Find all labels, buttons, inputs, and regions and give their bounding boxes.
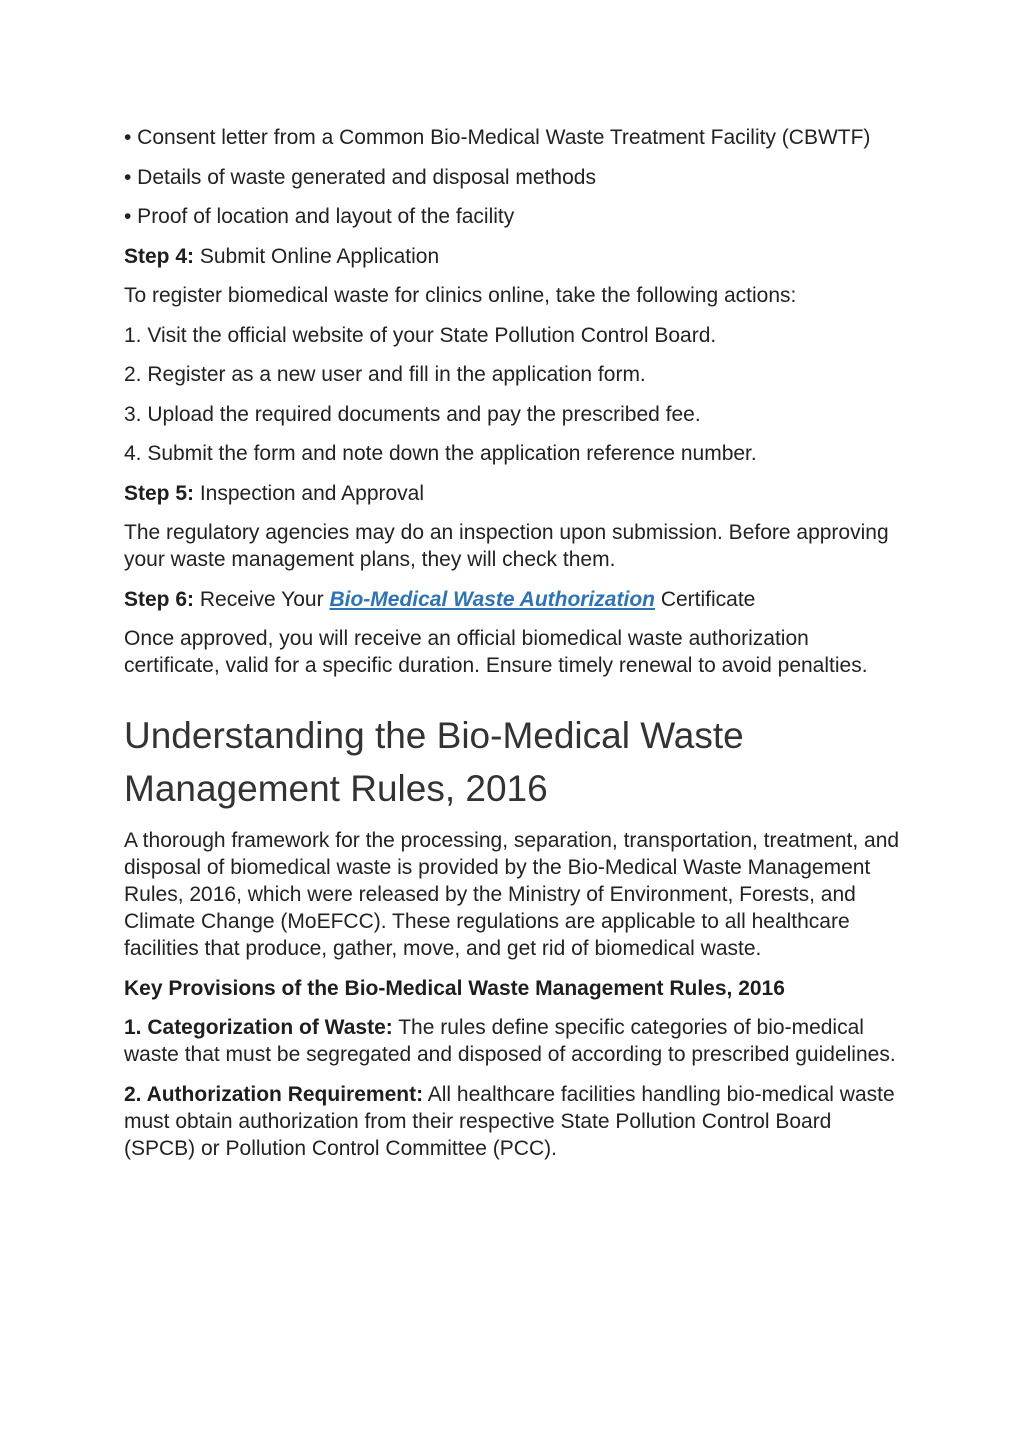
bullet-item: • Proof of location and layout of the facility [124, 205, 515, 228]
bullet-item: • Consent letter from a Common Bio-Medical Waste Treatment Facility (CBWTF) [124, 126, 871, 149]
step-5-text: The regulatory agencies may do an inspection upon submission. Before approving your waste management plans, they will check them. [124, 521, 889, 571]
step-label: Step 4: [124, 244, 195, 268]
section-heading: Understanding the Bio-Medical Waste Management Rules, 2016 [124, 715, 744, 809]
step-title-pre: Receive Your [194, 587, 330, 611]
bullet-item: • Details of waste generated and disposal methods [124, 165, 596, 189]
step-5-heading [124, 480, 904, 507]
list-item: 2. Register as a new user and fill in the application form. [124, 363, 646, 386]
step-6-heading [124, 586, 904, 613]
step-label: Step 6: [124, 587, 195, 611]
provision-label: 2. Authorization Requirement: [124, 1082, 424, 1106]
step-title: Submit Online Application [194, 244, 440, 268]
section-intro: A thorough framework for the processing, separation, transportation, treatment, and disposal of biomedical waste is provided by the Bio-Medical Waste Management Rules, 2016, which were released by the Ministry of Environment, Forests, and Climate Change (MoEFCC). These regulations are applicable to all healthcare facilities that produce, gather, move, and get rid of biomedical waste. [124, 829, 900, 960]
provisions-heading-text: Key Provisions of the Bio-Medical Waste Management Rules, 2016 [124, 976, 785, 1000]
list-item: 1. Visit the official website of your State Pollution Control Board. [124, 323, 717, 347]
provision-label: 1. Categorization of Waste: [124, 1016, 393, 1039]
provision-text: The rules define specific categories of bio-medical waste that must be segregated and disposed of according to prescribed guidelines. [124, 1016, 896, 1066]
step-title: Inspection and Approval [194, 481, 425, 505]
provision-text: All healthcare facilities handling bio-medical waste must obtain authorization from their respective State Pollution Control Board (SPCB) or Pollution Control Committee (PCC). [124, 1082, 895, 1160]
provision-item [124, 1014, 904, 1068]
document-page [124, 124, 904, 1162]
list-item: 4. Submit the form and note down the application reference number. [124, 442, 757, 465]
step-4-intro: To register biomedical waste for clinics online, take the following actions: [124, 284, 797, 307]
provision-item [124, 1081, 904, 1162]
step-label: Step 5: [124, 481, 195, 505]
authorization-link[interactable]: Bio-Medical Waste Authorization [329, 587, 655, 611]
step-4-heading [124, 243, 904, 270]
provisions-heading [124, 975, 904, 1002]
step-title-post: Certificate [654, 587, 756, 611]
list-item: 3. Upload the required documents and pay the prescribed fee. [124, 402, 701, 426]
step-6-text: Once approved, you will receive an official biomedical waste authorization certificate, valid for a specific duration. Ensure timely renewal to avoid penalties. [124, 627, 868, 677]
